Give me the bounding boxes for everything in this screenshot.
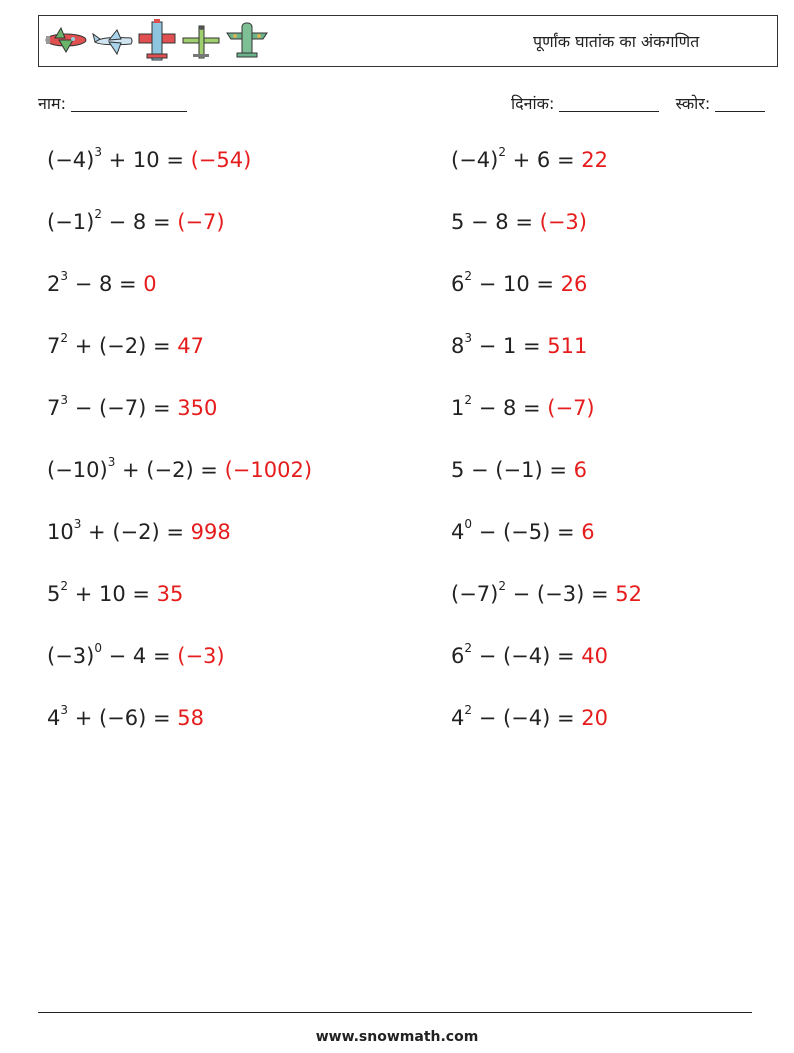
problem-answer: 40 <box>581 644 608 668</box>
problem-expression: − (−7) = <box>68 396 178 420</box>
red-cross-plane-icon <box>137 18 177 64</box>
problem-exponent: 3 <box>60 269 69 283</box>
problem-item <box>47 517 231 544</box>
footer-divider <box>38 1012 752 1013</box>
problem-exponent: 3 <box>94 145 102 159</box>
problem-base: 6 <box>451 272 465 296</box>
problem-base: 5 <box>47 582 61 606</box>
problem-expression: − 8 = <box>472 396 548 420</box>
score-blank <box>715 95 765 112</box>
date-label: दिनांक: <box>511 94 555 113</box>
problem-expression: − (−4) = <box>472 706 582 730</box>
problem-exponent: 3 <box>60 703 69 717</box>
problem-answer: 58 <box>177 706 204 730</box>
problem-exponent: 3 <box>464 331 473 345</box>
problem-exponent: 3 <box>107 455 116 469</box>
problem-base: (−4) <box>47 148 95 172</box>
problem-expression: + (−2) = <box>115 458 225 482</box>
problem-item <box>451 212 587 233</box>
problem-item <box>451 269 588 296</box>
problem-exponent: 2 <box>464 269 473 283</box>
problem-item <box>47 331 204 358</box>
problem-base: 2 <box>47 272 61 296</box>
problem-answer: (−54) <box>190 148 252 172</box>
problem-base: (−7) <box>451 582 499 606</box>
problem-answer: 22 <box>581 148 608 172</box>
green-small-plane-icon <box>179 20 223 62</box>
problem-expression: + (−2) = <box>81 520 191 544</box>
header-box <box>38 15 778 67</box>
problem-item <box>47 641 225 668</box>
problem-expression: − 8 = <box>101 210 178 234</box>
problem-exponent: 2 <box>464 703 473 717</box>
problem-item <box>47 207 225 234</box>
problem-answer: (−1002) <box>224 458 313 482</box>
problem-answer: (−7) <box>547 396 595 420</box>
date-blank <box>559 95 659 112</box>
problem-base: (−3) <box>47 644 95 668</box>
problem-expression: − (−5) = <box>472 520 582 544</box>
problem-item <box>47 579 184 606</box>
problem-answer: 26 <box>560 272 588 296</box>
problem-exponent: 2 <box>464 393 473 407</box>
problem-base: 6 <box>451 644 465 668</box>
problem-answer: (−3) <box>539 210 587 234</box>
red-plane-icon <box>43 20 89 62</box>
problem-exponent: 2 <box>498 579 506 593</box>
problem-item <box>47 455 313 482</box>
problem-answer: (−7) <box>177 210 225 234</box>
problem-base: 7 <box>47 334 61 358</box>
problem-answer: 35 <box>156 582 184 606</box>
problem-base: 4 <box>451 706 465 730</box>
problem-exponent: 2 <box>498 145 506 159</box>
problem-exponent: 2 <box>464 641 473 655</box>
problem-answer: 6 <box>581 520 595 544</box>
name-field <box>38 92 187 114</box>
problem-answer: 52 <box>615 582 642 606</box>
problem-base: 4 <box>47 706 61 730</box>
problem-exponent: 2 <box>94 207 102 221</box>
problem-expression: − 1 = <box>472 334 548 358</box>
problem-item <box>451 460 587 481</box>
problem-answer: 511 <box>547 334 588 358</box>
score-label: स्कोर: <box>675 94 711 113</box>
page-title: पूर्णांक घातांक का अंकगणित <box>533 32 700 51</box>
name-blank <box>71 95 187 112</box>
blue-jet-icon <box>91 20 135 62</box>
problem-item <box>451 703 608 730</box>
problem-expression: 5 − (−1) = <box>451 458 574 482</box>
problem-item <box>451 517 595 544</box>
problem-expression: + 6 = <box>505 148 582 172</box>
problem-expression: − 10 = <box>472 272 561 296</box>
problem-answer: (−3) <box>177 644 225 668</box>
problem-exponent: 2 <box>60 579 69 593</box>
problem-expression: + 10 = <box>101 148 191 172</box>
logo-strip <box>43 18 269 64</box>
problem-item <box>451 393 595 420</box>
problem-answer: 47 <box>177 334 204 358</box>
problem-base: 4 <box>451 520 465 544</box>
problem-answer: 350 <box>177 396 218 420</box>
problem-item <box>451 579 642 606</box>
problem-item <box>47 269 157 296</box>
problem-base: (−4) <box>451 148 499 172</box>
problem-base: (−1) <box>47 210 95 234</box>
problem-base: 7 <box>47 396 61 420</box>
problem-answer: 20 <box>581 706 608 730</box>
problem-item <box>47 145 252 172</box>
problem-answer: 0 <box>143 272 157 296</box>
problem-expression: − 4 = <box>101 644 178 668</box>
problem-expression: 5 − 8 = <box>451 210 540 234</box>
name-label: नाम: <box>38 94 66 113</box>
problem-exponent: 3 <box>60 393 69 407</box>
problem-expression: − (−3) = <box>505 582 616 606</box>
problem-answer: 6 <box>573 458 587 482</box>
problem-base: 8 <box>451 334 465 358</box>
problem-expression: + (−6) = <box>68 706 178 730</box>
problem-exponent: 3 <box>73 517 82 531</box>
footer-url: www.snowmath.com <box>315 1029 479 1045</box>
problem-expression: − (−4) = <box>472 644 582 668</box>
problem-item <box>451 641 608 668</box>
problem-base: (−10) <box>47 458 108 482</box>
problem-item <box>47 703 204 730</box>
problem-item <box>47 393 218 420</box>
problem-expression: + 10 = <box>68 582 157 606</box>
problem-exponent: 2 <box>60 331 69 345</box>
problem-base: 10 <box>47 520 74 544</box>
date-score-field <box>511 92 765 114</box>
problem-expression: − 8 = <box>68 272 144 296</box>
problem-expression: + (−2) = <box>68 334 178 358</box>
problem-exponent: 0 <box>94 641 102 655</box>
problem-item <box>451 145 608 172</box>
problem-exponent: 0 <box>464 517 473 531</box>
problem-answer: 998 <box>190 520 231 544</box>
green-bomber-icon <box>225 19 269 63</box>
problem-item <box>451 331 588 358</box>
problem-base: 1 <box>451 396 465 420</box>
